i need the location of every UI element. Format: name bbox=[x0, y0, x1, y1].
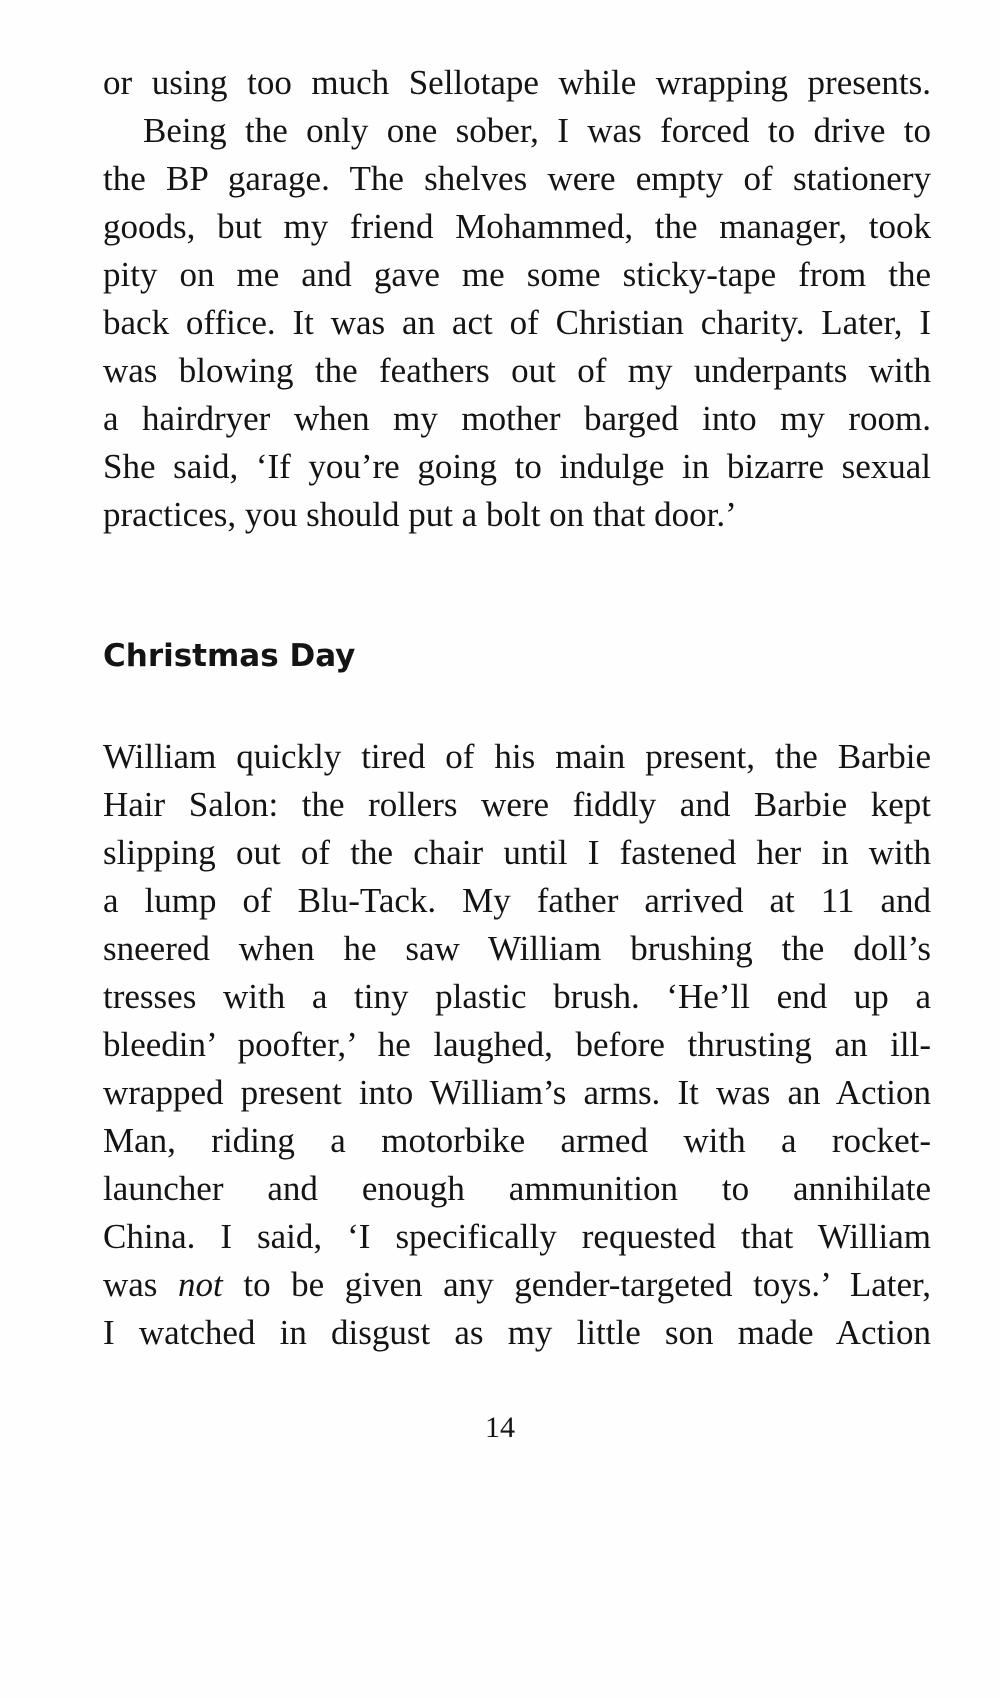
text-line: Hair Salon: the rollers were fiddly and Barbie kept bbox=[103, 785, 931, 824]
page-number: 14 bbox=[485, 1411, 515, 1444]
text-line: slipping out of the chair until I fastened her in with bbox=[103, 833, 931, 872]
text-line: pity on me and gave me some sticky-tape from the bbox=[103, 255, 931, 294]
text-line: the BP garage. The shelves were empty of stationery bbox=[103, 159, 931, 198]
text-line: a lump of Blu-Tack. My father arrived at 11 and bbox=[103, 881, 931, 920]
text-line: Man, riding a motorbike armed with a rocket- bbox=[103, 1121, 931, 1160]
text-line: bleedin’ poofter,’ he laughed, before thrusting an ill- bbox=[103, 1025, 931, 1064]
text-line: I watched in disgust as my little son made Action bbox=[103, 1313, 931, 1352]
text-line: was blowing the feathers out of my underpants with bbox=[103, 351, 931, 390]
text-line: tresses with a tiny plastic brush. ‘He’ll end up a bbox=[103, 977, 931, 1016]
text-segment: was bbox=[103, 1265, 179, 1304]
text-line: William quickly tired of his main present, the Barbie bbox=[103, 737, 931, 776]
text-line: launcher and enough ammunition to annihilate bbox=[103, 1169, 931, 1208]
text-segment: to be given any gender-targeted toys.’ Later, bbox=[222, 1265, 932, 1304]
text-line: sneered when he saw William brushing the doll’s bbox=[103, 929, 931, 968]
text-line: a hairdryer when my mother barged into my room. bbox=[103, 399, 931, 438]
text-line: or using too much Sellotape while wrapping presents. bbox=[103, 63, 931, 102]
text-line: wrapped present into William’s arms. It was an Action bbox=[103, 1073, 931, 1112]
text-line: China. I said, ‘I specifically requested that William bbox=[103, 1217, 931, 1256]
text-line: She said, ‘If you’re going to indulge in bizarre sexual bbox=[103, 447, 931, 486]
section-paragraph bbox=[103, 733, 931, 1357]
text-line: back office. It was an act of Christian charity. Later, I bbox=[103, 303, 931, 342]
emphasized-word: not bbox=[178, 1265, 223, 1304]
text-line: practices, you should put a bolt on that door.’ bbox=[103, 495, 737, 534]
text-line: Being the only one sober, I was forced to drive to bbox=[143, 111, 931, 150]
section-heading: Christmas Day bbox=[103, 638, 356, 674]
text-line: goods, but my friend Mohammed, the manager, took bbox=[103, 207, 931, 246]
continued-paragraph bbox=[103, 59, 931, 539]
text-line bbox=[103, 1261, 931, 1309]
